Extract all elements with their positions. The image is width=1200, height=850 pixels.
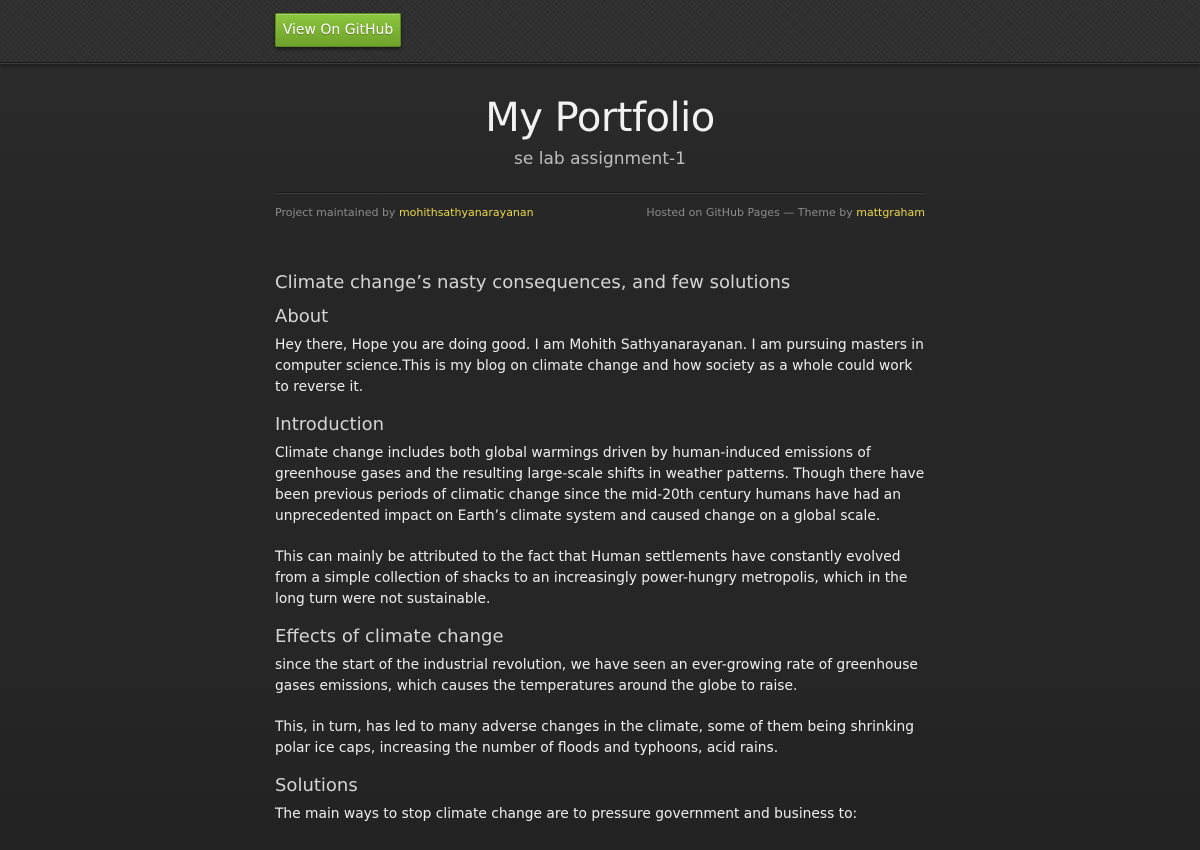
maintainer-credit: [275, 206, 534, 219]
effects-paragraph: This, in turn, has led to many adverse changes in the climate, some of them being shrinking polar ice caps, increasing the number of floods and typhoons, acid rains.: [275, 719, 915, 756]
section-heading-introduction: Introduction: [275, 414, 385, 435]
hosting-credit: [646, 206, 925, 219]
main-content: [275, 268, 930, 825]
maintainer-link[interactable]: mohithsathyanarayanan: [398, 206, 534, 219]
site-header: [275, 92, 925, 172]
effects-paragraph: since the start of the industrial revolution, we have seen an ever-growing rate of greenhouse gases emissions, which causes the temperatures around the globe to raise.: [275, 657, 918, 694]
about-paragraph: Hey there, Hope you are doing good. I am Mohith Sathyanarayanan. I am pursuing masters in computer science.This is my blog on climate change and how society as a whole could work to reverse it.: [275, 337, 924, 395]
introduction-paragraph: This can mainly be attributed to the fact that Human settlements have constantly evolved from a simple collection of shacks to an increasingly power-hungry metropolis, which in the long turn were not sustainable.: [275, 549, 908, 607]
section-heading-solutions: Solutions: [275, 775, 358, 796]
article-title: Climate change’s nasty consequences, and few solutions: [275, 272, 791, 293]
introduction-paragraph: Climate change includes both global warmings driven by human-induced emissions of greenhouse gases and the resulting large-scale shifts in weather patterns. Though there have been previous periods of climatic change since the mid-20th century humans have had an unprecedented impact on Earth’s climate system and caused change on a global scale.: [275, 445, 925, 524]
maintainer-prefix: Project maintained by: [275, 206, 399, 219]
hosting-prefix: Hosted on GitHub Pages — Theme by: [646, 206, 857, 219]
view-on-github-button[interactable]: View On GitHub: [275, 13, 401, 47]
site-title: My Portfolio: [485, 95, 715, 141]
header-divider: [275, 192, 925, 193]
top-bar: [0, 0, 1200, 63]
site-tagline: se lab assignment-1: [514, 149, 686, 169]
credits-bar: [275, 206, 925, 222]
theme-author-link[interactable]: mattgraham: [856, 206, 925, 219]
solutions-paragraph: The main ways to stop climate change are to pressure government and business to:: [275, 806, 858, 822]
section-heading-about: About: [275, 306, 329, 327]
section-heading-effects: Effects of climate change: [275, 626, 504, 647]
